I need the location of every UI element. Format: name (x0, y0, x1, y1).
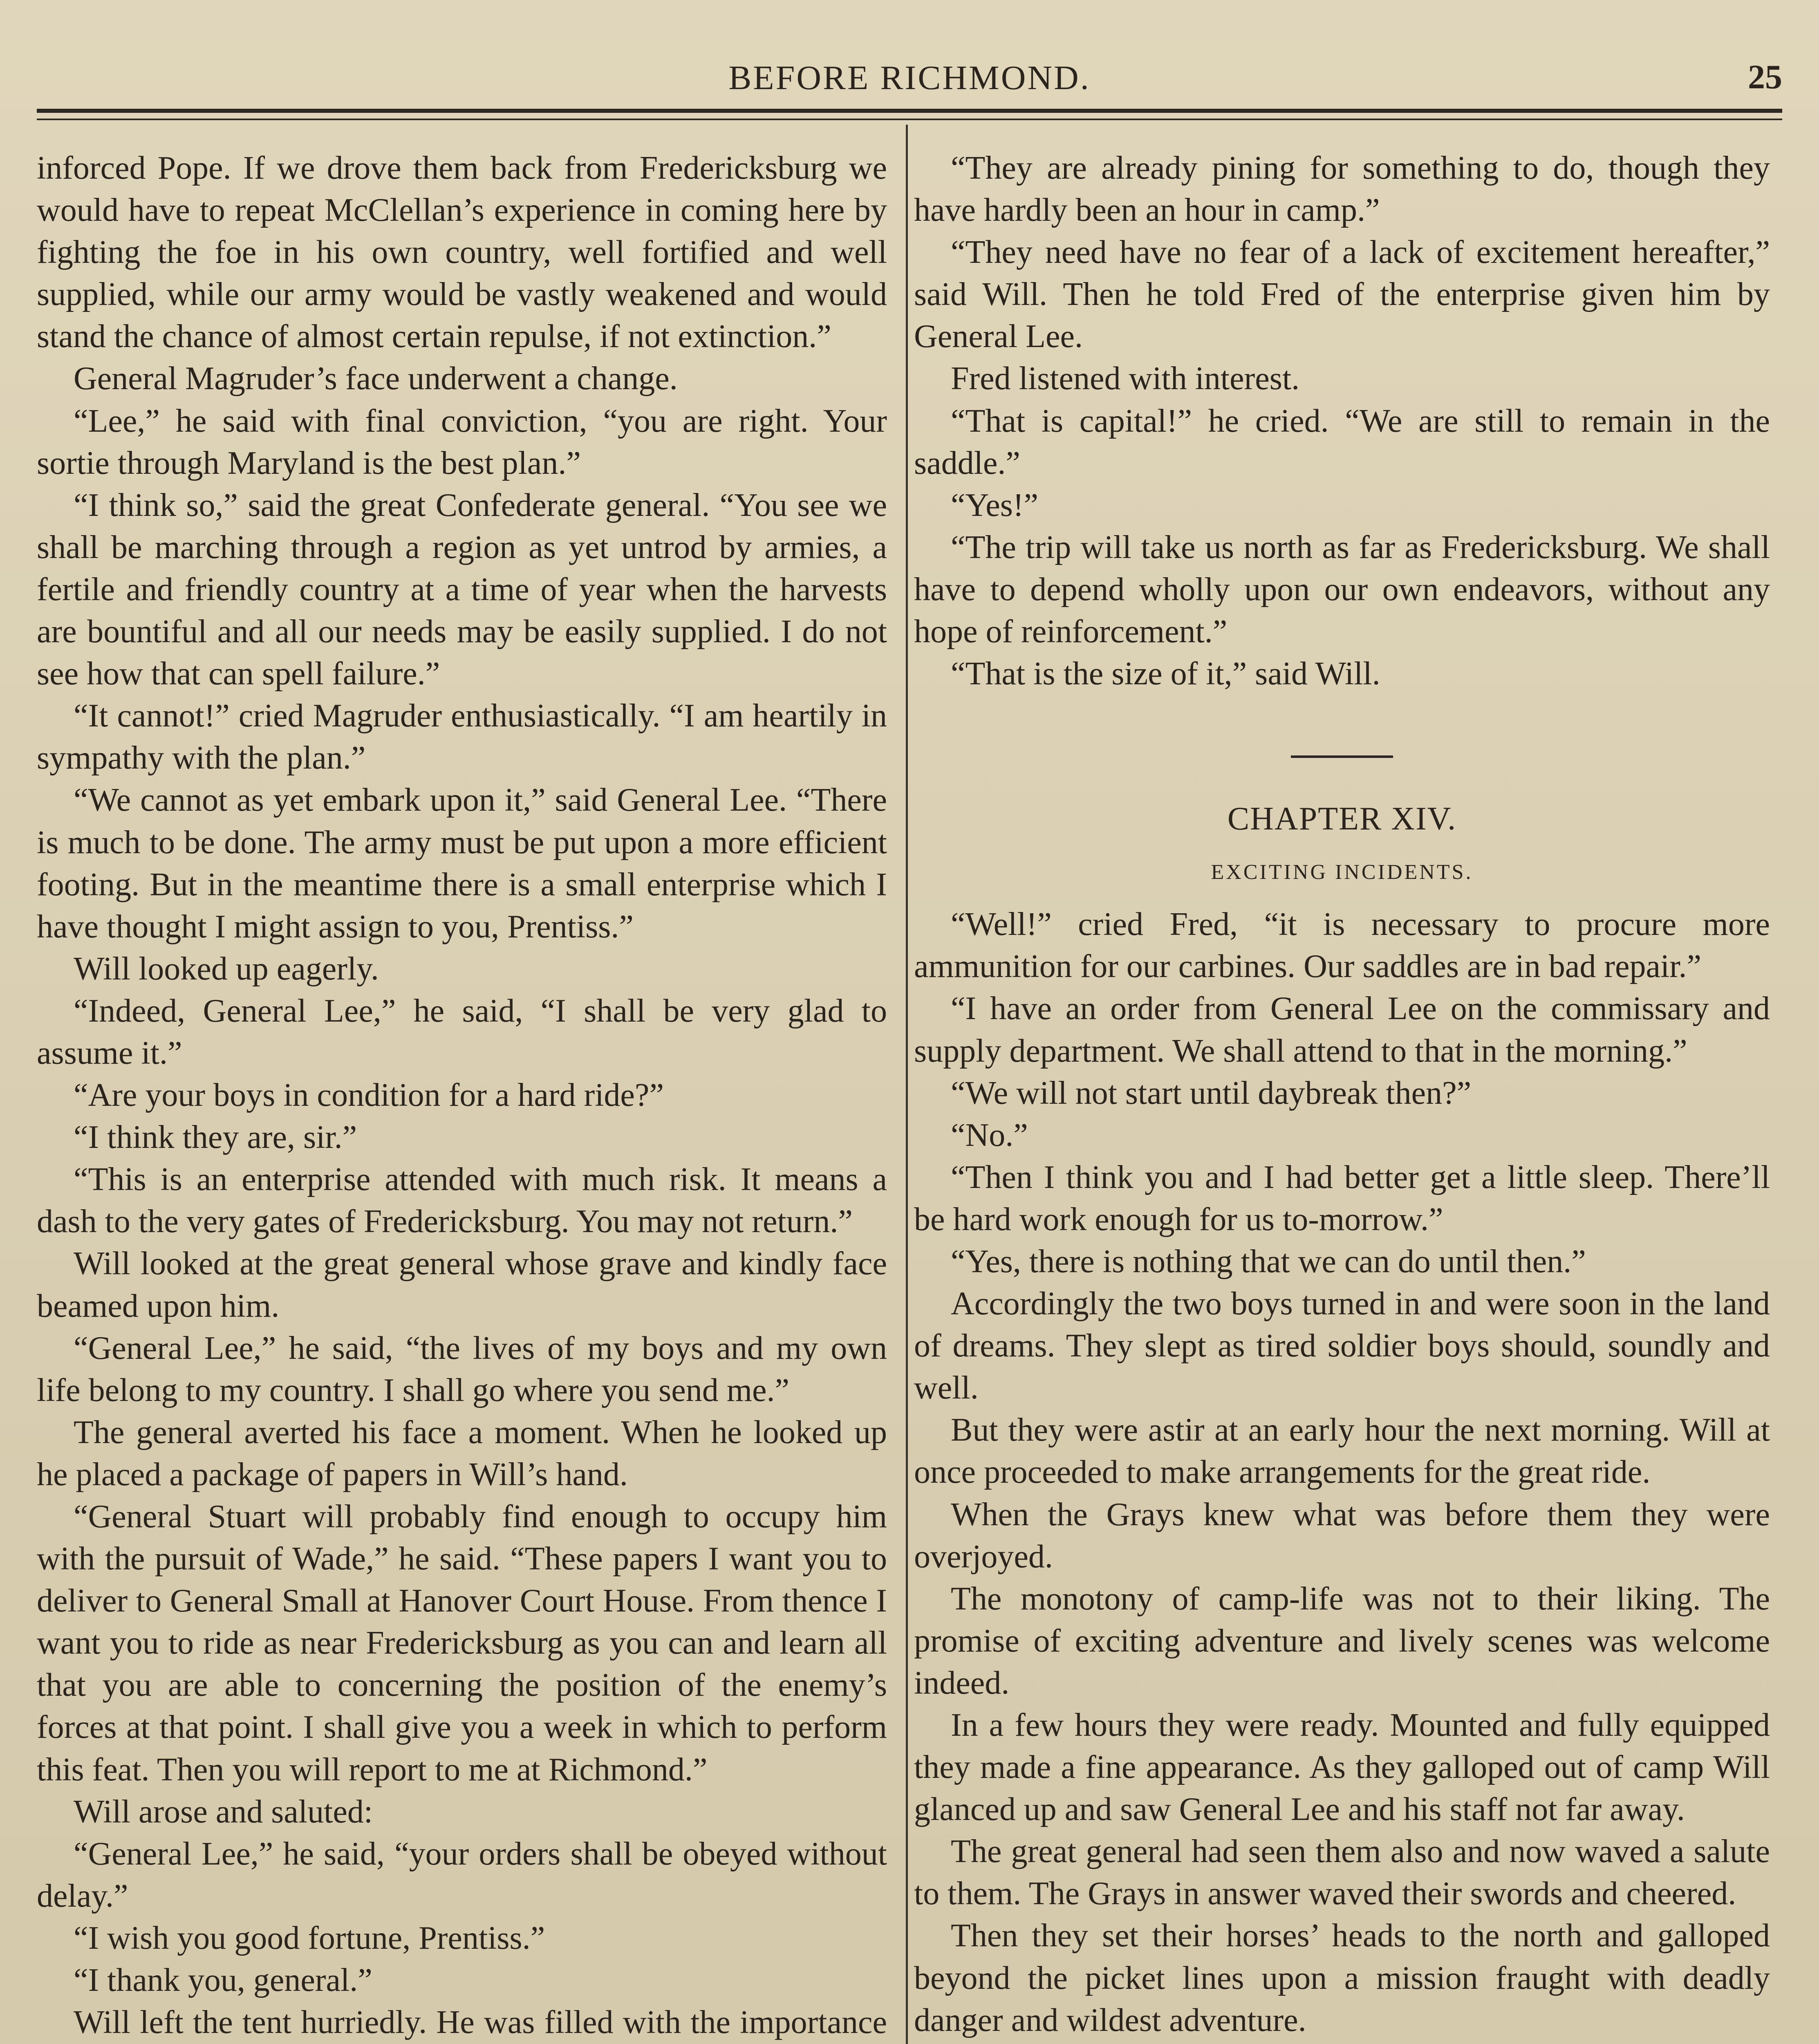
chapter-title: CHAPTER XIV. (1227, 801, 1457, 837)
paragraph: “This is an enterprise attended with much risk. It means a dash to the very gates of Fredericksburg. You may not return.” (37, 1161, 887, 1240)
section-rule (1291, 755, 1393, 758)
paragraph: Will arose and saluted: (74, 1793, 373, 1830)
paragraph: Will looked at the great general whose grave and kindly face beamed upon him. (37, 1246, 887, 1324)
paragraph: Will left the tent hurriedly. He was filled with the importance (74, 2004, 887, 2041)
paragraph: “Are your boys in condition for a hard ride?” (74, 1077, 664, 1114)
paragraph: “I have an order from General Lee on the commissary and supply department. We shall attend to that in the morning.” (914, 991, 1770, 1069)
paragraph: “I wish you good fortune, Prentiss.” (74, 1920, 545, 1956)
paragraph: “Lee,” he said with final conviction, “you are right. Your sortie through Maryland is the best plan.” (37, 403, 887, 481)
paragraph: “It cannot!” cried Magruder enthusiastically. “I am heartily in sympathy with the plan.” (37, 698, 887, 776)
paragraph: “General Stuart will probably find enough to occupy him with the pursuit of Wade,” he said. “These papers I want you to deliver to General Small at Hanover Court House. From thence I want you to ride as near Fredericksburg as you can and learn all that you are able to concerning the position of the enemy’s forces at that point. I shall give you a week in which to perform this feat. Then you will report to me at Richmond.” (37, 1499, 887, 1788)
paragraph: Accordingly the two boys turned in and were soon in the land of dreams. They slept as tired soldier boys should, soundly and well. (914, 1286, 1770, 1406)
paragraph: “Yes, there is nothing that we can do until then.” (951, 1243, 1586, 1280)
paragraph: “Then I think you and I had better get a little sleep. There’ll be hard work enough for us to-morrow.” (914, 1159, 1770, 1237)
paragraph: “They need have no fear of a lack of excitement hereafter,” said Will. Then he told Fred of the enterprise given him by General Lee. (914, 234, 1770, 355)
paragraph: “General Lee,” he said, “the lives of my boys and my own life belong to my country. I shall go where you send me.” (37, 1330, 887, 1408)
paragraph: “That is capital!” he cried. “We are still to remain in the saddle.” (914, 403, 1770, 481)
page-header (37, 53, 1782, 102)
paragraph: Then they set their horses’ heads to the north and galloped beyond the picket lines upon a mission fraught with deadly danger and wildest adventure. (914, 1918, 1770, 2038)
paragraph: The monotony of camp-life was not to their liking. The promise of exciting adventure and lively scenes was welcome indeed. (914, 1580, 1770, 1701)
paragraph: “I think so,” said the great Confederate general. “You see we shall be marching through a region as yet untrod by armies, a fertile and friendly country at a time of year when the harvests are bountiful and all our needs may be easily supplied. I do not see how that can spell failure.” (37, 487, 887, 692)
paragraph: When the Grays knew what was before them they were overjoyed. (914, 1496, 1770, 1575)
paragraph: “I thank you, general.” (74, 1962, 372, 1999)
header-rule-thin (37, 119, 1782, 120)
chapter-subtitle: EXCITING INCIDENTS. (1211, 861, 1473, 884)
paragraph: “General Lee,” he said, “your orders shall be obeyed without delay.” (37, 1836, 887, 1914)
paragraph: “No.” (951, 1117, 1028, 1153)
paragraph: The general averted his face a moment. When he looked up he placed a package of papers in Will’s hand. (37, 1414, 887, 1493)
paragraph: But they were astir at an early hour the next morning. Will at once proceeded to make arrangements for the great ride. (914, 1412, 1770, 1490)
right-column (914, 147, 1770, 2044)
paragraph: Will looked up eagerly. (74, 950, 379, 987)
paragraph: “Well!” cried Fred, “it is necessary to procure more ammunition for our carbines. Our saddles are in bad repair.” (914, 906, 1770, 985)
page-number: 25 (1748, 58, 1782, 96)
paragraph: “We will not start until daybreak then?” (951, 1075, 1472, 1111)
column-divider (906, 125, 908, 2044)
paragraph: “Yes!” (951, 487, 1039, 523)
paragraph: In a few hours they were ready. Mounted and fully equipped they made a fine appearance. As they galloped out of camp Will glanced up and saw General Lee and his staff not far away. (914, 1707, 1770, 1828)
header-rule-thick (37, 109, 1782, 113)
paragraph: “That is the size of it,” said Will. (951, 656, 1380, 692)
paragraph: “The trip will take us north as far as Fredericksburg. We shall have to depend wholly upon our own endeavors, without any hope of reinforcement.” (914, 529, 1770, 650)
paragraph: “We cannot as yet embark upon it,” said General Lee. “There is much to be done. The army must be put upon a more efficient footing. But in the meantime there is a small enterprise which I have thought I might assign to you, Prentiss.” (37, 782, 887, 945)
left-column (37, 147, 887, 2044)
paragraph: “I think they are, sir.” (74, 1119, 357, 1156)
paragraph: The great general had seen them also and now waved a salute to them. The Grays in answer waved their swords and cheered. (914, 1833, 1770, 1912)
paragraph: Fred listened with interest. (951, 361, 1300, 397)
paragraph (914, 2042, 1770, 2044)
paragraph: General Magruder’s face underwent a change. (74, 361, 678, 397)
paragraph: “They are already pining for something to do, though they have hardly been an hour in camp.” (914, 150, 1770, 229)
running-title: BEFORE RICHMOND. (728, 59, 1091, 97)
paragraph: “Indeed, General Lee,” he said, “I shall be very glad to assume it.” (37, 993, 887, 1071)
paragraph: inforced Pope. If we drove them back from Fredericksburg we would have to repeat McClellan’s experience in coming here by fighting the foe in his own country, well fortified and well supplied, while our army would be vastly weakened and would stand the chance of almost certain repulse, if not extinction.” (37, 150, 887, 355)
